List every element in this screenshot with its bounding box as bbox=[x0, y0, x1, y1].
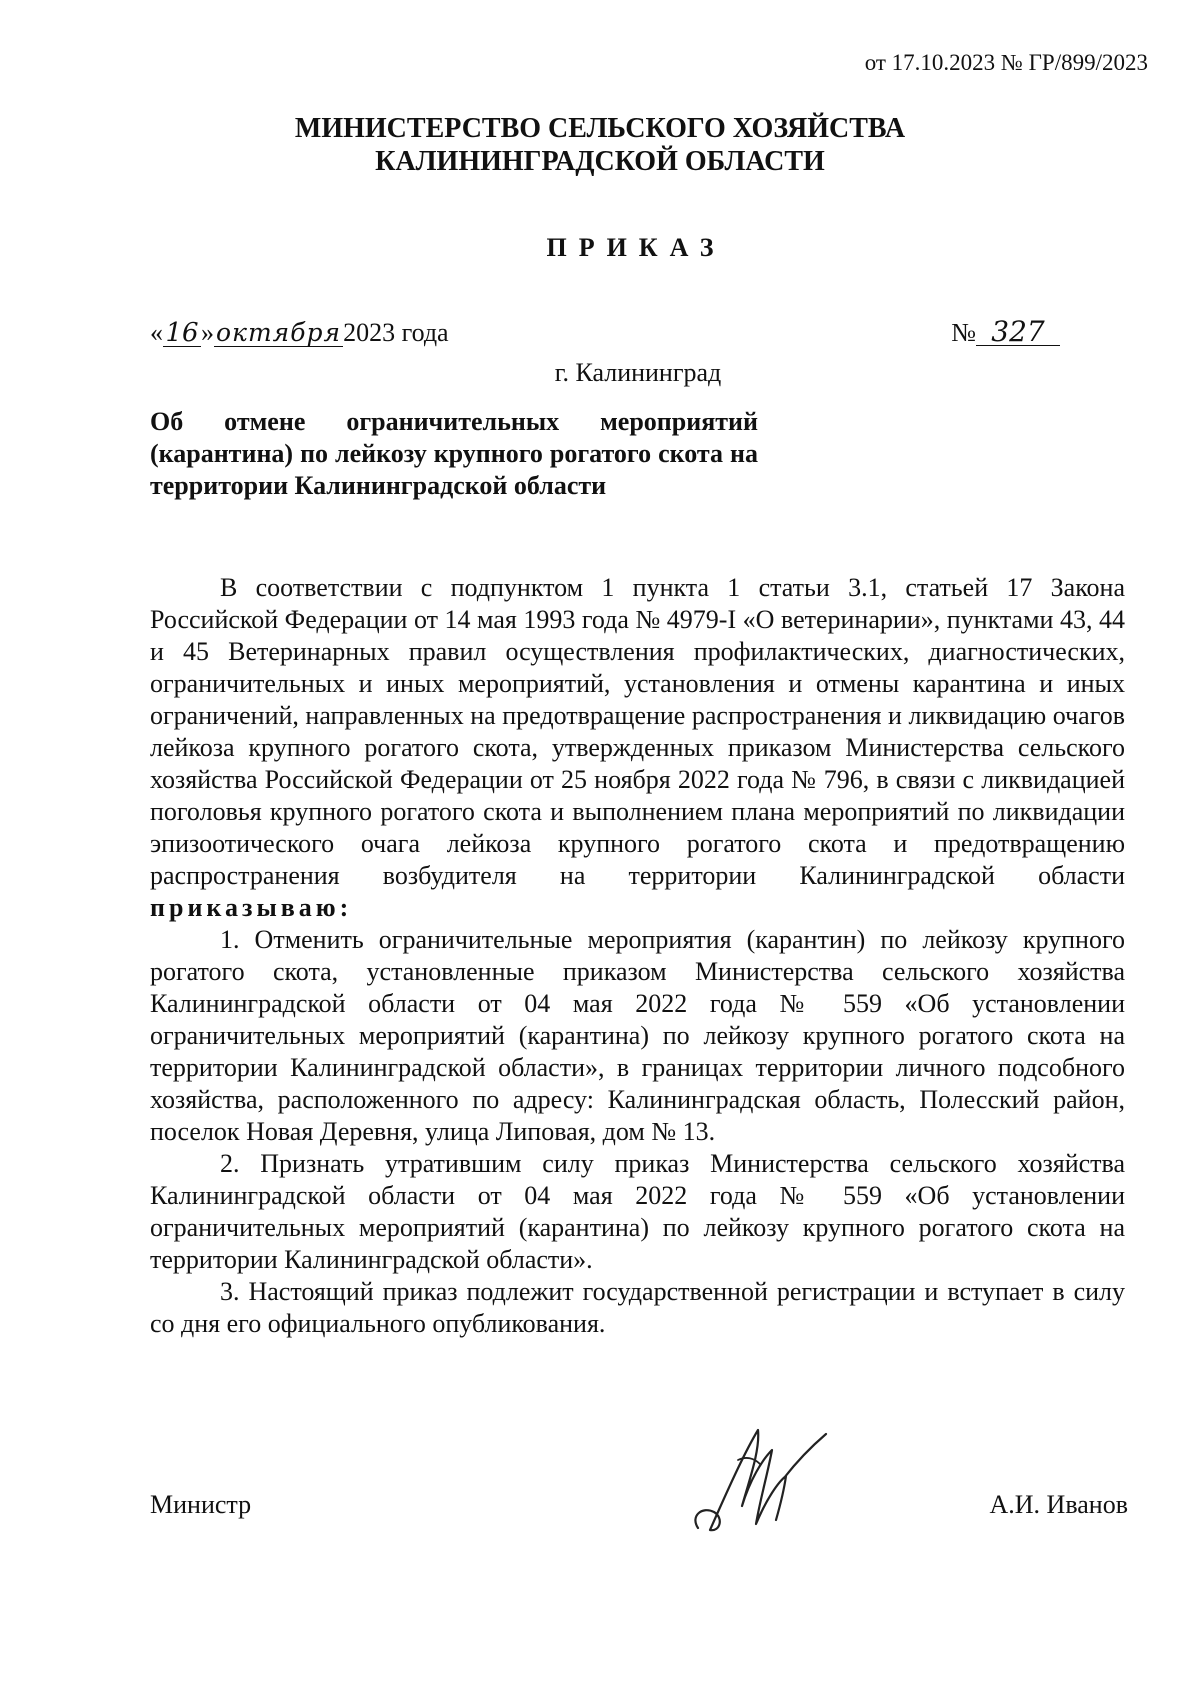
date-quote-close: » bbox=[201, 318, 214, 347]
handwritten-number: 327 bbox=[976, 319, 1060, 346]
number-label: № bbox=[951, 318, 976, 347]
order-date bbox=[150, 318, 449, 348]
date-quote-open: « bbox=[150, 318, 163, 347]
signatory-title: Министр bbox=[150, 1490, 252, 1519]
ministry-name-line-2: КАЛИНИНГРАДСКОЙ ОБЛАСТИ bbox=[375, 146, 825, 177]
order-item-2: 2. Признать утратившим силу приказ Министерства сельского хозяйства Калининградской области от 04 мая 2022 года № 559 «Об установлении ограничительных мероприятий (карантина) по лейкозу крупного рогатого скота на территории Калининградской области». bbox=[150, 1149, 1125, 1274]
ministry-name bbox=[0, 112, 1200, 178]
handwritten-signature bbox=[680, 1420, 840, 1540]
order-number bbox=[951, 315, 1060, 348]
date-year: 2023 года bbox=[343, 318, 449, 347]
city-line: г. Калининград bbox=[554, 358, 722, 387]
preamble-text: В соответствии с подпунктом 1 пункта 1 статьи 3.1, статьей 17 Закона Российской Федерации от 14 мая 1993 года № 4979-I «О ветеринарии», пунктами 43, 44 и 45 Ветеринарных правил осуществления профилактических, диагностических, ограничительных и иных мероприятий, установления и отмены карантина и иных ограничений, направленных на предотвращение распространения и ликвидацию очагов лейкоза крупного рогатого скота, утвержденных приказом Министерства сельского хозяйства Российской Федерации от 25 ноября 2022 года № 796, в связи с ликвидацией поголовья крупного рогатого скота и выполнением плана мероприятий по ликвидации эпизоотического очага лейкоза крупного рогатого скота и предотвращению распространения возбудителя на территории Калининградской области bbox=[150, 573, 1125, 890]
registration-reference: от 17.10.2023 № ГР/899/2023 bbox=[864, 50, 1148, 75]
document-type-title: ПРИКАЗ bbox=[546, 233, 726, 262]
handwritten-month: октября bbox=[216, 318, 342, 347]
handwritten-day: 16 bbox=[163, 320, 201, 347]
ministry-name-line-1: МИНИСТЕРСТВО СЕЛЬСКОГО ХОЗЯЙСТВА bbox=[294, 113, 906, 144]
order-item-1: 1. Отменить ограничительные мероприятия (карантин) по лейкозу крупного рогатого скота, установленные приказом Министерства сельского хозяйства Калининградской области от 04 мая 2022 года № 559 «Об установлении ограничительных мероприятий (карантина) по лейкозу крупного рогатого скота на территории Калининградской области», в границах территории личного подсобного хозяйства, расположенного по адресу: Калининградская область, Полесский район, поселок Новая Деревня, улица Липовая, дом № 13. bbox=[150, 925, 1125, 1146]
order-subject: Об отмене ограничительных мероприятий (карантина) по лейкозу крупного рогатого скота на территории Калининградской области bbox=[150, 407, 758, 500]
order-body bbox=[150, 572, 1125, 1340]
signatory-name: А.И. Иванов bbox=[989, 1490, 1128, 1519]
order-item-3: 3. Настоящий приказ подлежит государственной регистрации и вступает в силу со дня его официального опубликования. bbox=[150, 1277, 1125, 1338]
preamble-paragraph bbox=[150, 572, 1125, 924]
order-word: приказываю: bbox=[150, 893, 353, 922]
